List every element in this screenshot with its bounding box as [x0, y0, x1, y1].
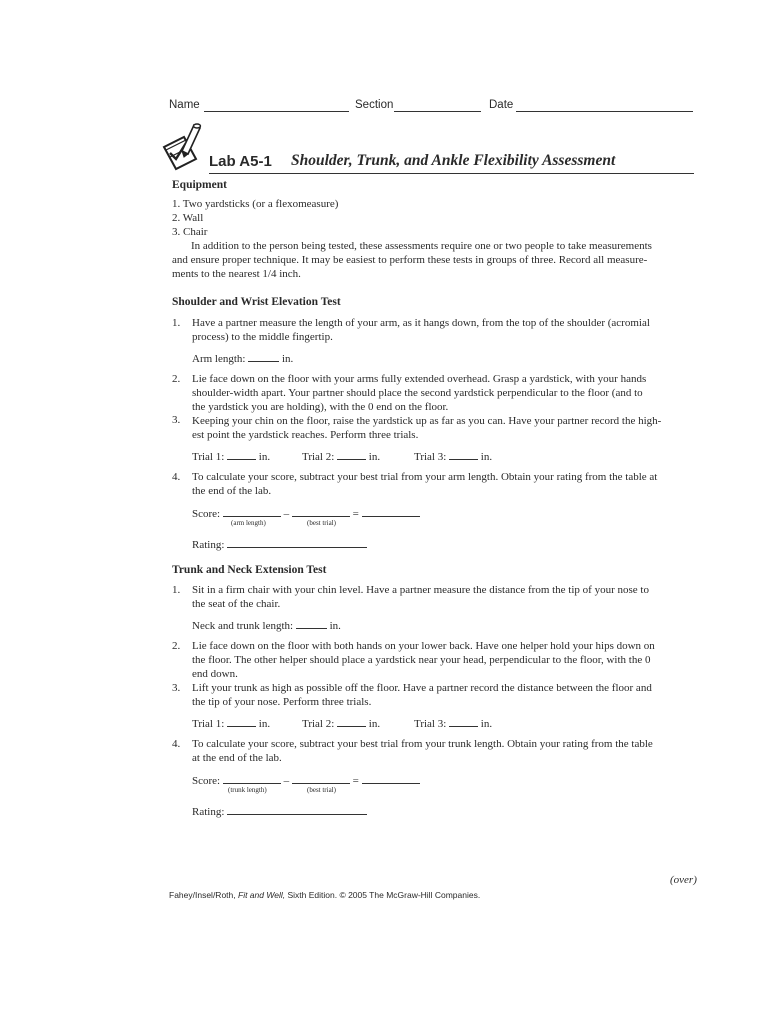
minus-sign: –: [283, 775, 290, 787]
neck-trunk-length-label: Neck and trunk length:: [192, 620, 294, 632]
step-text: process) to the middle fingertip.: [192, 331, 333, 343]
footer-book-title: Fit and Well,: [238, 890, 286, 900]
rating-field[interactable]: [227, 804, 367, 815]
step-text: est point the yardstick reaches. Perform three trials.: [192, 429, 419, 441]
date-field[interactable]: [516, 111, 693, 112]
equipment-intro-line: and ensure proper technique. It may be easiest to perform these tests in groups of three. Record all measure-: [172, 254, 648, 266]
arm-length-label: Arm length:: [192, 353, 246, 365]
arm-length-row: [192, 351, 293, 367]
name-field[interactable]: [204, 111, 349, 112]
score-row: [192, 506, 420, 522]
neck-trunk-length-field[interactable]: [296, 618, 327, 629]
trial3-field[interactable]: [449, 716, 478, 727]
unit-label: in.: [258, 451, 271, 463]
header-fields: [169, 99, 695, 115]
step-text: Keeping your chin on the floor, raise the yardstick up as far as you can. Have your partner record the high-: [192, 415, 662, 427]
shoulder-test-heading: Shoulder and Wrist Elevation Test: [172, 296, 341, 308]
trial-label: Trial 1:: [192, 451, 225, 463]
score-label: Score:: [192, 508, 221, 520]
equals-sign: =: [352, 508, 359, 520]
trial-row: [302, 449, 380, 465]
lab-title: [209, 150, 694, 174]
trial2-field[interactable]: [337, 449, 366, 460]
rating-row: [192, 537, 367, 553]
step-number: 1.: [172, 317, 181, 329]
trial-row: [192, 716, 270, 732]
equals-sign: =: [352, 775, 359, 787]
step-number: 2.: [172, 640, 181, 652]
step-number: 1.: [172, 584, 181, 596]
score-result-field[interactable]: [362, 506, 420, 517]
step-number: 3.: [172, 682, 181, 694]
step-text: To calculate your score, subtract your best trial from your trunk length. Obtain your rating from the table: [192, 738, 653, 750]
step-text: shoulder-width apart. Your partner should place the second yardstick perpendicular to the floor (and to: [192, 387, 643, 399]
pencil-paper-icon: [160, 117, 204, 173]
rating-label: Rating:: [192, 539, 225, 551]
trial-label: Trial 2:: [302, 718, 335, 730]
unit-label: in.: [480, 718, 493, 730]
section-field[interactable]: [394, 111, 481, 112]
unit-label: in.: [368, 718, 381, 730]
trial-row: [414, 716, 492, 732]
section-label: Section: [355, 99, 394, 111]
score-label: Score:: [192, 775, 221, 787]
equipment-intro-line: In addition to the person being tested, these assessments require one or two people to take measurements: [191, 240, 652, 252]
lab-title-text: Shoulder, Trunk, and Ankle Flexibility Assessment: [291, 152, 616, 169]
arm-length-field[interactable]: [248, 351, 279, 362]
unit-label: in.: [329, 620, 341, 632]
trial-row: [192, 449, 270, 465]
step-text: Have a partner measure the length of your arm, as it hangs down, from the top of the shoulder (acromial: [192, 317, 650, 329]
equipment-item: 1. Two yardsticks (or a flexomeasure): [172, 198, 339, 210]
field-caption: (best trial): [307, 786, 336, 794]
lab-id: Lab A5-1: [209, 153, 272, 170]
title-divider: [209, 173, 694, 174]
score-row: [192, 773, 420, 789]
trial3-field[interactable]: [449, 449, 478, 460]
trial-label: Trial 1:: [192, 718, 225, 730]
step-number: 3.: [172, 414, 181, 426]
trial1-field[interactable]: [227, 449, 256, 460]
step-text: the tip of your nose. Perform three trials.: [192, 696, 372, 708]
step-text: Sit in a firm chair with your chin level. Have a partner measure the distance from the tip of your nose to: [192, 584, 649, 596]
step-text: the yardstick you are holding), with the 0 end on the floor.: [192, 401, 449, 413]
step-text: end down.: [192, 668, 238, 680]
trunk-test-heading: Trunk and Neck Extension Test: [172, 564, 327, 576]
step-text: Lift your trunk as high as possible off the floor. Have a partner record the distance between the floor and: [192, 682, 652, 694]
trial-label: Trial 2:: [302, 451, 335, 463]
trial-label: Trial 3:: [414, 718, 447, 730]
copyright-footer: [169, 890, 480, 900]
step-text: the seat of the chair.: [192, 598, 281, 610]
date-label: Date: [489, 99, 514, 111]
footer-authors: Fahey/Insel/Roth,: [169, 890, 236, 900]
rating-field[interactable]: [227, 537, 367, 548]
equipment-item: 2. Wall: [172, 212, 204, 224]
trial-row: [302, 716, 380, 732]
trial2-field[interactable]: [337, 716, 366, 727]
minus-sign: –: [283, 508, 290, 520]
step-text: To calculate your score, subtract your best trial from your arm length. Obtain your rating from the table at: [192, 471, 658, 483]
unit-label: in.: [258, 718, 271, 730]
score-best-trial-field[interactable]: [292, 506, 350, 517]
trial-row: [414, 449, 492, 465]
step-text: Lie face down on the floor with your arms fully extended overhead. Grasp a yardstick, with your hands: [192, 373, 647, 385]
field-caption: (arm length): [231, 519, 266, 527]
over-note: (over): [670, 874, 697, 886]
name-label: Name: [169, 99, 200, 111]
rating-row: [192, 804, 367, 820]
unit-label: in.: [480, 451, 493, 463]
unit-label: in.: [281, 353, 294, 365]
step-text: at the end of the lab.: [192, 752, 282, 764]
equipment-item: 3. Chair: [172, 226, 208, 238]
step-number: 2.: [172, 373, 181, 385]
footer-rest: Sixth Edition. © 2005 The McGraw-Hill Companies.: [287, 890, 481, 900]
unit-label: in.: [368, 451, 381, 463]
step-text: the floor. The other helper should place a yardstick near your head, perpendicular to the floor, with the 0: [192, 654, 651, 666]
score-arm-length-field[interactable]: [223, 506, 281, 517]
trial-label: Trial 3:: [414, 451, 447, 463]
equipment-heading: Equipment: [172, 179, 227, 191]
step-number: 4.: [172, 471, 181, 483]
equipment-intro-line: ments to the nearest 1/4 inch.: [172, 268, 301, 280]
field-caption: (trunk length): [228, 786, 267, 794]
score-best-trial-field[interactable]: [292, 773, 350, 784]
score-result-field[interactable]: [362, 773, 420, 784]
step-number: 4.: [172, 738, 181, 750]
score-trunk-length-field[interactable]: [223, 773, 281, 784]
step-text: Lie face down on the floor with both hands on your lower back. Have one helper hold your hips down on: [192, 640, 655, 652]
rating-label: Rating:: [192, 806, 225, 818]
field-caption: (best trial): [307, 519, 336, 527]
neck-trunk-length-row: [192, 618, 341, 634]
step-text: the end of the lab.: [192, 485, 272, 497]
trial1-field[interactable]: [227, 716, 256, 727]
